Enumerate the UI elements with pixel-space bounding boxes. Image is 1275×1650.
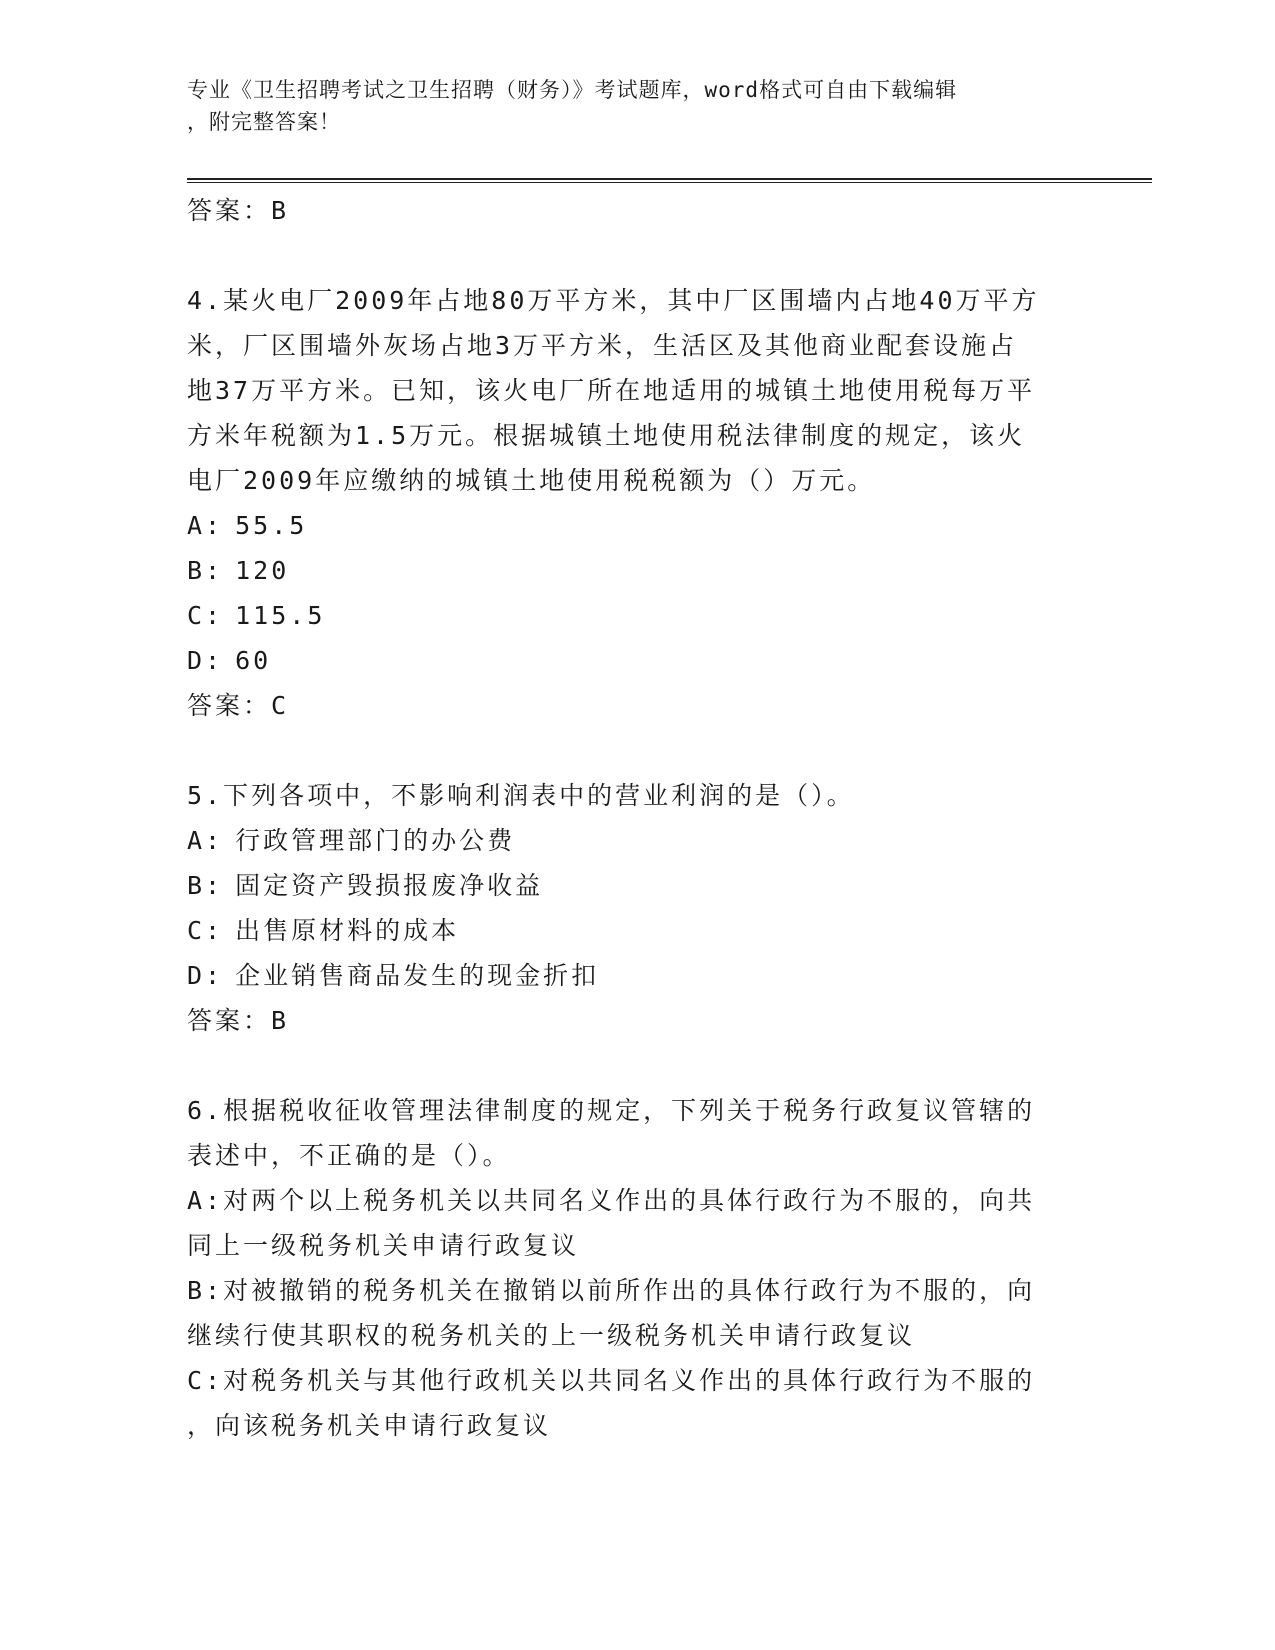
option-d: D: 60 bbox=[187, 646, 272, 675]
option-d: D: 企业销售商品发生的现金折扣 bbox=[187, 961, 600, 990]
document-content bbox=[187, 188, 1087, 1448]
spacer bbox=[187, 728, 1087, 773]
question-text-line: 表述中，不正确的是（）。 bbox=[187, 1141, 511, 1170]
header-line-1: 专业《卫生招聘考试之卫生招聘（财务）》考试题库，word格式可自由下载编辑 bbox=[187, 78, 958, 102]
question-text-line: 方米年税额为1.5万元。根据城镇土地使用税法律制度的规定，该火 bbox=[187, 421, 1026, 450]
question-6 bbox=[187, 1088, 1087, 1448]
question-text-line: 6.根据税收征收管理法律制度的规定，下列关于税务行政复议管辖的 bbox=[187, 1096, 1036, 1125]
answer-q5: 答案：B bbox=[187, 1006, 290, 1035]
question-text-line: 5.下列各项中，不影响利润表中的营业利润的是（）。 bbox=[187, 781, 855, 810]
option-c-line: C:对税务机关与其他行政机关以共同名义作出的具体行政行为不服的 bbox=[187, 1366, 1036, 1395]
header-rule-thick bbox=[187, 178, 1152, 180]
page-header bbox=[187, 74, 1067, 138]
question-text-line: 电厂2009年应缴纳的城镇土地使用税税额为（）万元。 bbox=[187, 466, 876, 495]
spacer bbox=[187, 233, 1087, 278]
question-text-line: 4.某火电厂2009年占地80万平方米，其中厂区围墙内占地40万平方 bbox=[187, 286, 1040, 315]
question-5 bbox=[187, 773, 1087, 1043]
option-a: A: 行政管理部门的办公费 bbox=[187, 826, 516, 855]
option-c: C: 115.5 bbox=[187, 601, 326, 630]
option-a-line: A:对两个以上税务机关以共同名义作出的具体行政行为不服的，向共 bbox=[187, 1186, 1036, 1215]
header-line-2: ，附完整答案！ bbox=[187, 110, 341, 134]
option-a-line: 同上一级税务机关申请行政复议 bbox=[187, 1231, 580, 1260]
option-b-line: B:对被撤销的税务机关在撤销以前所作出的具体行政行为不服的，向 bbox=[187, 1276, 1036, 1305]
question-4 bbox=[187, 278, 1087, 728]
option-c: C: 出售原材料的成本 bbox=[187, 916, 460, 945]
header-rule-thin bbox=[187, 182, 1152, 183]
spacer bbox=[187, 1043, 1087, 1088]
option-b: B: 固定资产毁损报废净收益 bbox=[187, 871, 544, 900]
question-text-line: 米，厂区围墙外灰场占地3万平方米，生活区及其他商业配套设施占 bbox=[187, 331, 1018, 360]
question-text-line: 地37万平方米。已知，该火电厂所在地适用的城镇土地使用税每万平 bbox=[187, 376, 1036, 405]
option-c-line: ，向该税务机关申请行政复议 bbox=[187, 1411, 552, 1440]
option-b: B: 120 bbox=[187, 556, 290, 585]
option-b-line: 继续行使其职权的税务机关的上一级税务机关申请行政复议 bbox=[187, 1321, 916, 1350]
answer-q4: 答案：C bbox=[187, 691, 290, 720]
answer-q3: 答案：B bbox=[187, 196, 290, 225]
option-a: A: 55.5 bbox=[187, 511, 308, 540]
